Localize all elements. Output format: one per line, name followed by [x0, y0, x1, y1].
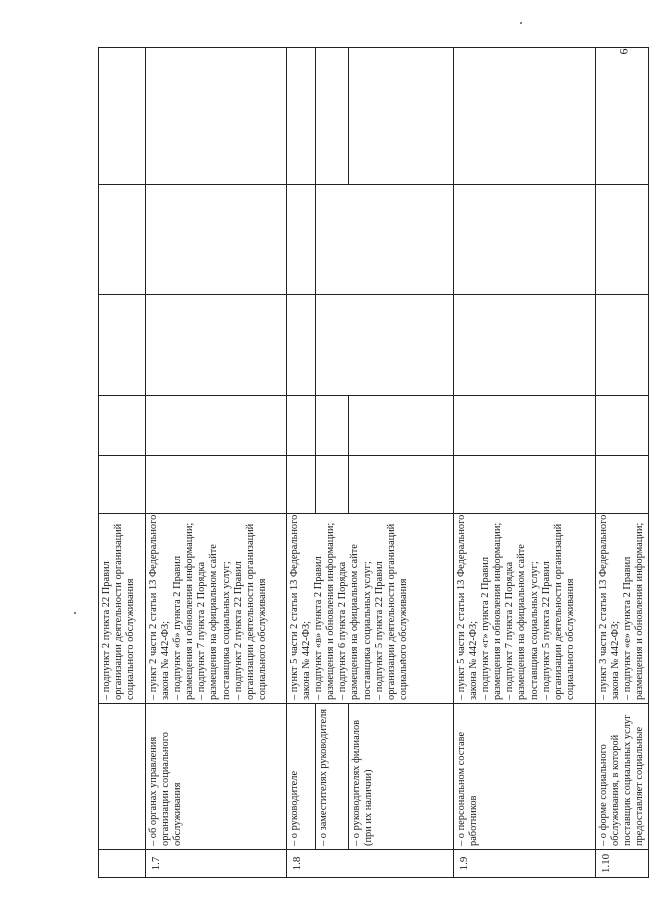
legal-basis-line: закона № 442-ФЗ;: [610, 620, 622, 700]
legal-basis-line: размещения и обновления информации;: [184, 522, 196, 700]
legal-basis-line: поставщика социальных услуг;: [220, 561, 232, 700]
empty-cell: [316, 396, 349, 456]
row-info-name: – об органах управления организации социального обслуживания: [146, 704, 287, 850]
legal-basis-line: – подпункт «е» пункта 2 Правил: [622, 556, 634, 700]
legal-basis-line: закона № 442-ФЗ;: [160, 620, 172, 700]
empty-cell: [454, 185, 596, 295]
empty-cell: [316, 185, 349, 295]
empty-cell: [454, 456, 596, 514]
legal-basis-line: – подпункт 5 пункта 22 Правил: [540, 561, 552, 700]
legal-basis-line: организации деятельности организаций: [113, 523, 125, 700]
row-number: [99, 850, 146, 878]
row-legal-basis: [287, 514, 454, 704]
legal-basis-line: – подпункт 6 пункта 2 Порядка: [337, 561, 349, 700]
row-number: 1.8: [287, 850, 454, 878]
legal-basis-line: социального обслуживания: [564, 578, 576, 700]
table-row: [287, 48, 316, 878]
empty-cell: [454, 396, 596, 456]
legal-basis-line: – подпункт 2 пункта 22 Правил: [101, 561, 112, 700]
legal-basis-line: размещения и обновления информации;: [634, 522, 646, 700]
legal-basis-line: – пункт 5 части 2 статьи 13 Федерального: [289, 514, 300, 700]
empty-cell: [146, 396, 287, 456]
scan-speck: [74, 612, 76, 614]
row-info-name: – о персональном составе работников: [454, 704, 596, 850]
empty-cell: [99, 396, 146, 456]
legal-basis-line: – пункт 3 части 2 статьи 13 Федерального: [598, 514, 609, 700]
legal-basis-line: социального обслуживания: [125, 578, 137, 700]
empty-cell: [454, 48, 596, 185]
empty-cell: [99, 456, 146, 514]
empty-cell: [596, 396, 649, 456]
row-number: 1.7: [146, 850, 287, 878]
page-number: 6: [616, 48, 631, 55]
empty-cell: [596, 295, 649, 396]
table-row: [316, 48, 349, 878]
legal-basis-line: размещения и обновления информации;: [492, 522, 504, 700]
empty-cell: [316, 48, 349, 185]
empty-cell: [349, 295, 454, 396]
empty-cell: [454, 295, 596, 396]
legal-basis-line: – подпункт 2 пункта 22 Правил: [232, 561, 244, 700]
table-row: [454, 48, 596, 878]
empty-cell: [146, 185, 287, 295]
scan-speck: [520, 22, 522, 24]
requirements-table: [98, 47, 649, 878]
empty-cell: [287, 48, 316, 185]
legal-basis-line: – подпункт «г» пункта 2 Правил: [480, 556, 492, 700]
empty-cell: [146, 295, 287, 396]
legal-basis-line: размещения и обновления информации;: [325, 522, 337, 700]
legal-basis-line: социального обслуживания: [256, 578, 268, 700]
empty-cell: [596, 185, 649, 295]
table-row: [146, 48, 287, 878]
empty-cell: [349, 396, 454, 456]
empty-cell: [99, 185, 146, 295]
legal-basis-line: закона № 442-ФЗ;: [468, 620, 480, 700]
row-legal-basis: [454, 514, 596, 704]
row-info-name: – о руководителях филиалов (при их наличии): [349, 704, 454, 850]
legal-basis-line: – подпункт 7 пункта 2 Порядка: [504, 561, 516, 700]
row-info-name: – о форме социального обслуживания, в которой поставщик социальных услуг предоставляет социальные: [596, 704, 649, 850]
legal-basis-line: поставщика социальных услуг;: [361, 561, 373, 700]
row-number: 1.9: [454, 850, 596, 878]
empty-cell: [349, 48, 454, 185]
legal-basis-line: – пункт 5 части 2 статьи 13 Федерального: [456, 514, 467, 700]
table-row: [596, 48, 649, 878]
row-info-name: [99, 704, 146, 850]
table-row: [99, 48, 146, 878]
empty-cell: [316, 295, 349, 396]
legal-basis-line: организации деятельности организаций: [244, 523, 256, 700]
table-row: [349, 48, 454, 878]
row-info-name: – о заместителях руководителя: [316, 704, 349, 850]
empty-cell: [349, 456, 454, 514]
legal-basis-line: – подпункт «б» пункта 2 Правил: [172, 555, 184, 700]
empty-cell: [287, 396, 316, 456]
legal-basis-line: – подпункт 5 пункта 22 Правил: [373, 561, 385, 700]
row-number: 1.10: [596, 850, 649, 878]
legal-basis-line: поставщика социальных услуг;: [528, 561, 540, 700]
empty-cell: [287, 456, 316, 514]
empty-cell: [349, 185, 454, 295]
empty-cell: [316, 456, 349, 514]
legal-basis-line: организации деятельности организаций: [552, 523, 564, 700]
empty-cell: [146, 456, 287, 514]
legal-basis-line: организации деятельности организаций: [385, 523, 397, 700]
empty-cell: [287, 295, 316, 396]
legal-basis-line: – подпункт «в» пункта 2 Правил: [313, 556, 325, 700]
empty-cell: [596, 48, 649, 185]
legal-basis-line: социального обслуживания: [397, 578, 409, 700]
legal-basis-line: – подпункт 7 пункта 2 Порядка: [196, 561, 208, 700]
row-legal-basis: [596, 514, 649, 704]
legal-basis-line: размещения на официальном сайте: [208, 544, 220, 700]
legal-basis-line: размещения на официальном сайте: [516, 544, 528, 700]
empty-cell: [287, 185, 316, 295]
row-legal-basis: [99, 514, 146, 704]
legal-basis-line: – пункт 2 части 2 статьи 13 Федерального: [148, 514, 159, 700]
row-info-name: – о руководителе: [287, 704, 316, 850]
row-legal-basis: [146, 514, 287, 704]
empty-cell: [146, 48, 287, 185]
rotated-content: [98, 48, 646, 878]
document-page: [98, 48, 646, 878]
legal-basis-line: размещения на официальном сайте: [349, 544, 361, 700]
empty-cell: [99, 48, 146, 185]
legal-basis-line: закона № 442-ФЗ;: [301, 620, 313, 700]
empty-cell: [596, 456, 649, 514]
empty-cell: [99, 295, 146, 396]
